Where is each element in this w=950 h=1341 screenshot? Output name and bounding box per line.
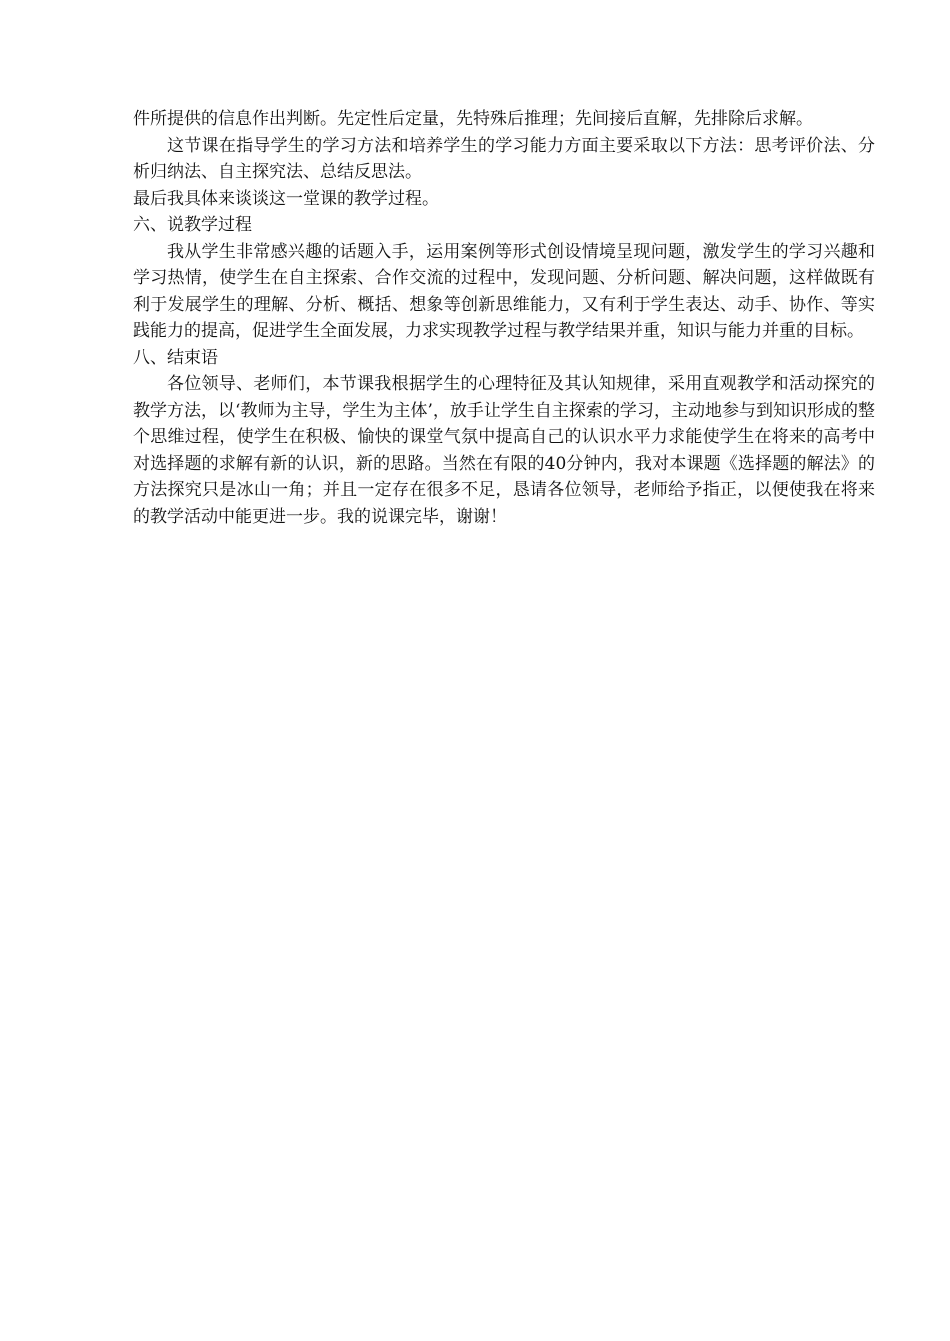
section-heading-conclusion: 八、结束语 xyxy=(133,347,218,368)
section-heading-teaching-process: 六、说教学过程 xyxy=(133,215,252,235)
paragraph-learning-methods: 这节课在指导学生的学习方法和培养学生的学习能力方面主要采取以下方法：思考评价法、分析归纳法、自主探究法、总结反思法。 xyxy=(133,135,875,182)
paragraph-conclusion: 各位领导、老师们，本节课我根据学生的心理特征及其认知规律，采用直观教学和活动探究的教学方法，以‘教师为主导，学生为主体’，放手让学生自主探索的学习，主动地参与到知识形成的整个思维过程，使学生在积极、愉快的课堂气氛中提高自己的认识水平力求能使学生在将来的高考中对选择题的求解有新的认识，新的思路。当然在有限的40分钟内，我对本课题《选择题的解法》的方法探究只是冰山一角；并且一定存在很多不足，恳请各位领导，老师给予指正，以便使我在将来的教学活动中能更进一步。我的说课完毕，谢谢！ xyxy=(133,374,875,527)
paragraph-transition: 最后我具体来谈谈这一堂课的教学过程。 xyxy=(133,188,439,209)
paragraph-continuation: 件所提供的信息作出判断。先定性后定量，先特殊后推理；先间接后直解，先排除后求解。 xyxy=(133,109,813,129)
document-body xyxy=(133,106,875,530)
paragraph-teaching-process: 我从学生非常感兴趣的话题入手，运用案例等形式创设情境呈现问题，激发学生的学习兴趣和学习热情，使学生在自主探索、合作交流的过程中，发现问题、分析问题、解决问题，这样做既有利于发展学生的理解、分析、概括、想象等创新思维能力，又有利于学生表达、动手、协作、等实践能力的提高，促进学生全面发展，力求实现教学过程与教学结果并重，知识与能力并重的目标。 xyxy=(133,241,875,341)
